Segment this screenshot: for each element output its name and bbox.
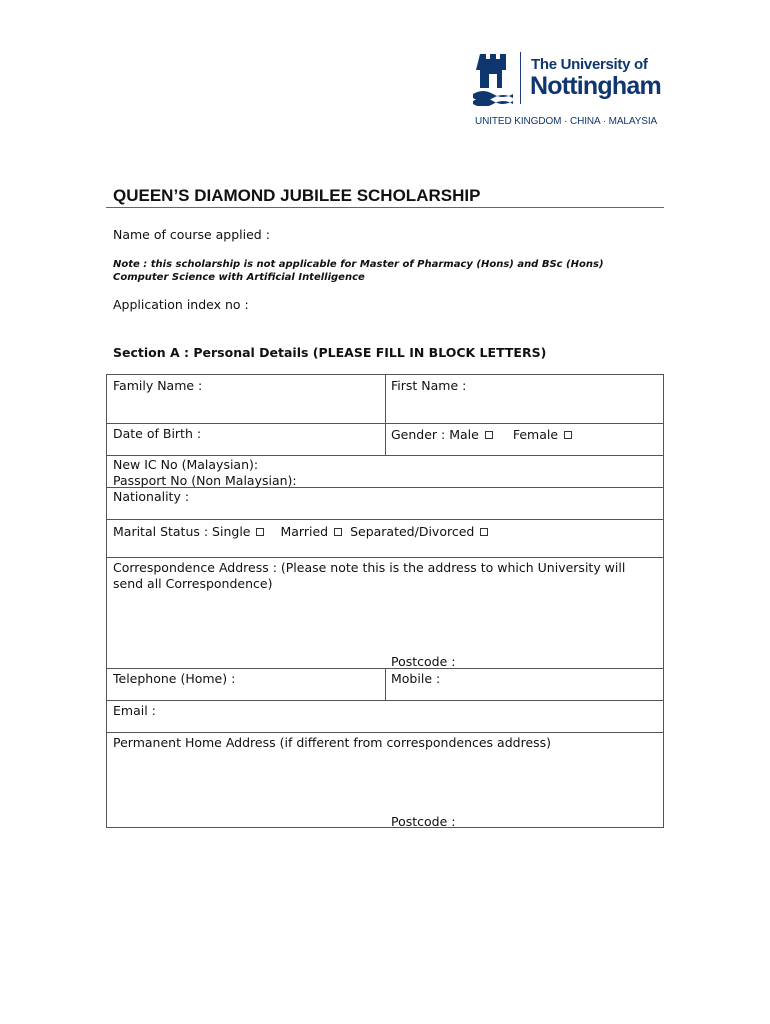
- logo-tagline: UNITED KINGDOM · CHINA · MALAYSIA: [475, 116, 658, 127]
- gender-male-label: Gender : Male: [391, 427, 479, 442]
- permanent-address-field[interactable]: Permanent Home Address (if different from correspondences address): [113, 735, 552, 750]
- separated-checkbox[interactable]: [480, 528, 488, 536]
- castle-crest-icon: [472, 50, 514, 106]
- mobile-field[interactable]: Mobile :: [391, 671, 441, 686]
- course-applied-field[interactable]: Name of course applied :: [113, 227, 270, 242]
- column-divider: [385, 668, 386, 700]
- row-divider: [107, 557, 663, 558]
- single-checkbox[interactable]: [256, 528, 264, 536]
- gender-female-label: Female: [512, 427, 559, 442]
- row-divider: [107, 732, 663, 733]
- corr-address-line2: send all Correspondence): [113, 576, 273, 591]
- correspondence-address-field[interactable]: [113, 560, 625, 592]
- personal-details-form: [106, 374, 664, 828]
- passport-number-field[interactable]: Passport No (Non Malaysian):: [113, 473, 297, 488]
- married-checkbox[interactable]: [334, 528, 342, 536]
- marital-married-label: Married: [280, 524, 329, 539]
- correspondence-postcode-field[interactable]: Postcode :: [391, 654, 456, 669]
- column-divider: [385, 375, 386, 455]
- female-checkbox[interactable]: [564, 431, 572, 439]
- ic-number-field[interactable]: New IC No (Malaysian):: [113, 457, 259, 472]
- row-divider: [107, 455, 663, 456]
- marital-separated-label: Separated/Divorced: [350, 524, 475, 539]
- eligibility-note: [113, 258, 653, 284]
- marital-single-label: Marital Status : Single: [113, 524, 251, 539]
- nationality-field[interactable]: Nationality :: [113, 489, 190, 504]
- permanent-postcode-field[interactable]: Postcode :: [391, 814, 456, 829]
- date-of-birth-field[interactable]: Date of Birth :: [113, 426, 202, 441]
- logo-line2: Nottingham: [530, 72, 661, 100]
- page-title: QUEEN’S DIAMOND JUBILEE SCHOLARSHIP: [113, 186, 481, 205]
- family-name-field[interactable]: Family Name :: [113, 378, 203, 393]
- row-divider: [107, 519, 663, 520]
- application-index-field[interactable]: Application index no :: [113, 297, 249, 312]
- email-field[interactable]: Email :: [113, 703, 156, 718]
- telephone-home-field[interactable]: Telephone (Home) :: [113, 671, 236, 686]
- corr-address-line1: Correspondence Address : (Please note this is the address to which University will: [113, 560, 626, 575]
- row-divider: [107, 700, 663, 701]
- logo-line1: The University of: [531, 56, 648, 73]
- note-line1: Note : this scholarship is not applicable for Master of Pharmacy (Hons) and BSc (Hons): [113, 259, 604, 270]
- section-a-heading: Section A : Personal Details (PLEASE FILL IN BLOCK LETTERS): [113, 345, 547, 360]
- marital-status-field: [113, 524, 490, 540]
- university-logo: [472, 50, 662, 130]
- note-line2: Computer Science with Artificial Intelligence: [113, 272, 365, 283]
- title-underline: [106, 207, 664, 208]
- logo-divider: [520, 52, 521, 104]
- male-checkbox[interactable]: [485, 431, 493, 439]
- first-name-field[interactable]: First Name :: [391, 378, 467, 393]
- gender-field: [391, 427, 574, 443]
